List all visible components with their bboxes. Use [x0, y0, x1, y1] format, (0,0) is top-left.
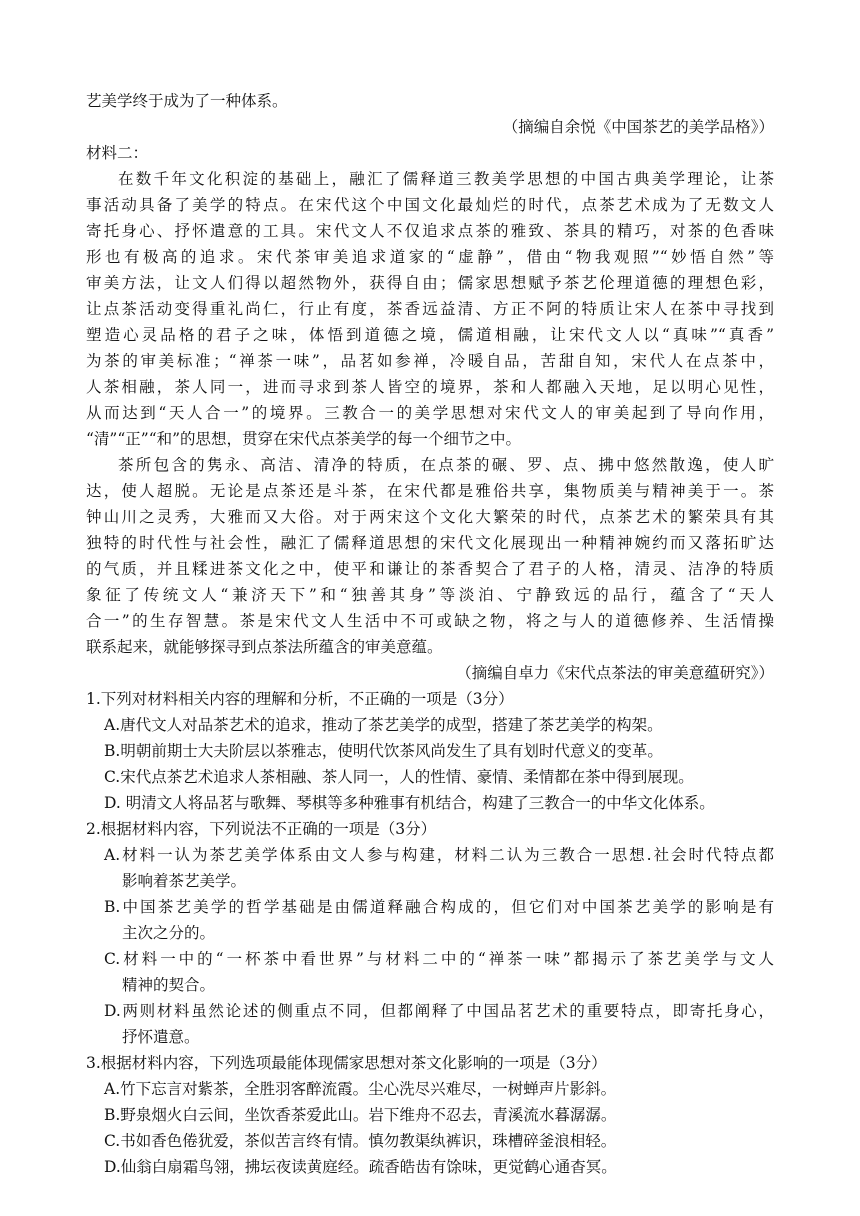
question-2-option-b-cont: 主次之分的。 [122, 924, 216, 942]
text-line: 在数千年文化积淀的基础上，融汇了儒释道三教美学思想的中国古典美学理论，让茶 [118, 170, 774, 188]
question-2-option-d-cont: 抒怀遣意。 [122, 1028, 200, 1046]
text-line: 茶所包含的隽永、高洁、清净的特质，在点茶的碾、罗、点、拂中悠然散逸，使人旷 [118, 456, 774, 474]
text-line: 艺美学终于成为了一种体系。 [86, 92, 288, 110]
question-2-option-c-cont: 精神的契合。 [122, 976, 216, 994]
question-2-option-b: B.中国茶艺美学的哲学基础是由儒道释融合构成的，但它们对中国茶艺美学的影响是有 [104, 898, 774, 916]
text-line: 让点茶活动变得重礼尚仁，行止有度，茶香远益清、方正不阿的特质让宋人在茶中寻找到 [86, 300, 774, 318]
text-line: 的气质，并且糅进茶文化之中，使平和谦让的茶香契合了君子的人格，清灵、洁净的特质 [86, 560, 774, 578]
text-line: 钟山川之灵秀，大雅而又大俗。对于两宋这个文化大繁荣的时代，点茶艺术的繁荣具有其 [86, 508, 774, 526]
question-1-option-b: B.明朝前期士大夫阶层以茶雅志，使明代饮茶风尚发生了具有划时代意义的变革。 [104, 742, 663, 760]
text-line: 寄托身心、抒怀遣意的工具。宋代文人不仅追求点茶的雅致、茶具的精巧，对茶的色香味 [86, 222, 774, 240]
question-1-option-c: C.宋代点茶艺术追求人茶相融、茶人同一，人的性情、豪情、柔情都在茶中得到展现。 [104, 768, 694, 786]
section-heading: 材料二： [86, 144, 149, 162]
question-3-option-c: C.书如香色倦犹爱，茶似苦言终有情。慎勿教渠纨裤识，珠槽碎釜浪相轻。 [104, 1132, 617, 1150]
question-3-option-b: B.野泉烟火白云间，坐饮香茶爱此山。岩下维舟不忍去，青溪流水暮潺潺。 [104, 1106, 617, 1124]
question-2-option-a-cont: 影响着茶艺美学。 [122, 872, 247, 890]
text-line: 独特的时代性与社会性，融汇了儒释道思想的宋代文化展现出一种精神婉约而又落拓旷达 [86, 534, 774, 552]
text-line: 合一”的生存智慧。茶是宋代文人生活中不可或缺之物，将之与人的道德修养、生活情操 [86, 612, 774, 630]
question-1-option-d: D. 明清文人将品茗与歌舞、琴棋等多种雅事有机结合，构建了三教合一的中华文化体系。 [104, 794, 715, 812]
question-1: 1.下列对材料相关内容的理解和分析，不正确的一项是（3分） [86, 690, 514, 708]
text-line: 达，使人超脱。无论是点茶还是斗茶，在宋代都是雅俗共享，集物质美与精神美于一。茶 [86, 482, 774, 500]
source-citation: （摘编自余悦《中国茶艺的美学品格》） [502, 118, 774, 136]
text-line: 象征了传统文人“兼济天下”和“独善其身”等淡泊、宁静致远的品行，蕴含了“天人 [86, 586, 774, 604]
text-line: “清”“正”“和”的思想，贯穿在宋代点茶美学的每一个细节之中。 [86, 430, 522, 448]
text-line: 从而达到“天人合一”的境界。三教合一的美学思想对宋代文人的审美起到了导向作用， [86, 404, 774, 422]
text-line: 事活动具备了美学的特点。在宋代这个中国文化最灿烂的时代，点茶艺术成为了无数文人 [86, 196, 774, 214]
question-3-option-a: A.竹下忘言对紫茶，全胜羽客醉流霞。尘心洗尽兴难尽，一树蝉声片影斜。 [104, 1080, 617, 1098]
text-line: 为茶的审美标准；“禅茶一味”，品茗如参禅，冷暖自品，苦甜自知，宋代人在点茶中， [86, 352, 774, 370]
text-line: 审美方法，让文人们得以超然物外，获得自由；儒家思想赋予茶艺伦理道德的理想色彩， [86, 274, 774, 292]
question-2-option-d: D.两则材料虽然论述的侧重点不同，但都阐释了中国品茗艺术的重要特点，即寄托身心， [104, 1002, 774, 1020]
question-1-option-a: A.唐代文人对品茶艺术的追求，推动了茶艺美学的成型，搭建了茶艺美学的构架。 [104, 716, 663, 734]
question-2-option-a: A.材料一认为茶艺美学体系由文人参与构建，材料二认为三教合一思想.社会时代特点都 [104, 846, 774, 864]
source-citation: （摘编自卓力《宋代点茶法的审美意蕴研究》） [456, 664, 774, 682]
question-3-option-d: D.仙翁白扇霜鸟翎，拂坛夜读黄庭经。疏香皓齿有馀味，更觉鹤心通杳冥。 [104, 1158, 617, 1176]
text-line: 联系起来，就能够探寻到点茶法所蕴含的审美意蕴。 [86, 638, 443, 656]
question-3: 3.根据材料内容，下列选项最能体现儒家思想对茶文化影响的一项是（3分） [86, 1054, 607, 1072]
text-line: 形也有极高的追求。宋代茶审美追求道家的“虚静”，借由“物我观照”“妙悟自然”等 [86, 248, 774, 266]
question-2: 2.根据材料内容，下列说法不正确的一项是（3分） [86, 820, 437, 838]
text-line: 人茶相融，茶人同一，进而寻求到茶人皆空的境界，茶和人都融入天地，足以明心见性， [86, 378, 774, 396]
text-line: 塑造心灵品格的君子之味，体悟到道德之境，儒道相融，让宋代文人以“真味”“真香” [86, 326, 774, 344]
question-2-option-c: C.材料一中的“一杯茶中看世界”与材料二中的“禅茶一味”都揭示了茶艺美学与文人 [104, 950, 774, 968]
